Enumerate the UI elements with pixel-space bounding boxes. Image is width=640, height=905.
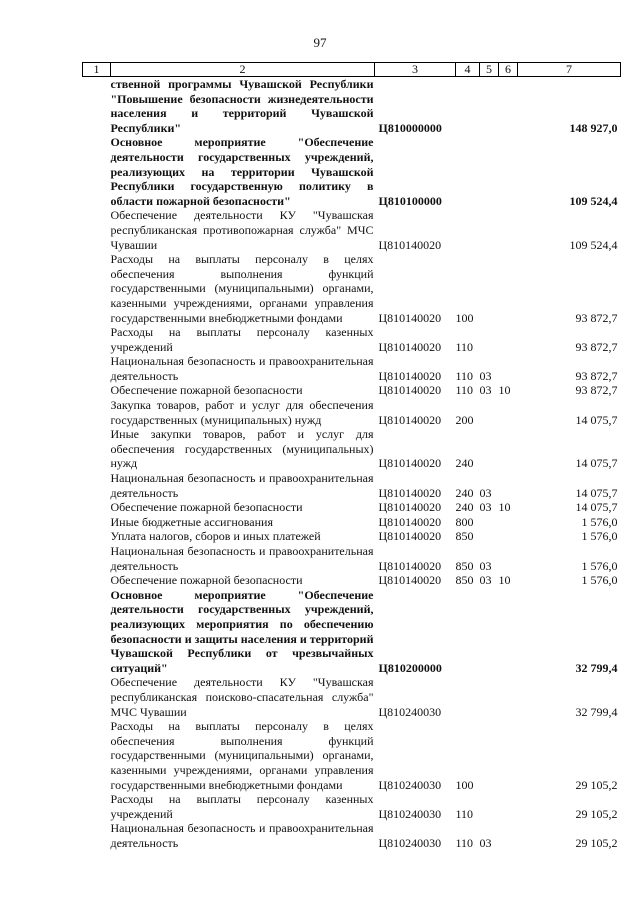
row-blank-cell: [83, 252, 111, 325]
row-description: Иные закупки товаров, работ и услуг для обеспечения государственных (муниципальных) нужд: [110, 427, 374, 471]
row-section: [480, 719, 499, 792]
row-expense-type: 850: [455, 529, 474, 544]
row-subsection: [499, 719, 518, 792]
row-blank-cell: [83, 588, 111, 676]
row-blank-cell: [83, 675, 111, 719]
row-blank-cell: [83, 427, 111, 471]
row-subsection: [499, 325, 518, 354]
row-expense-type: 110: [455, 339, 474, 354]
page-number: 97: [313, 35, 327, 50]
row-section: [480, 135, 499, 208]
row-amount: 109 524,4: [569, 237, 618, 252]
row-target-code: Ц810140020: [378, 310, 442, 325]
header-col-7: 7: [518, 63, 621, 77]
row-target-code: Ц810140020: [378, 237, 442, 252]
row-description: Иные бюджетные ассигнования: [110, 514, 273, 529]
row-target-code: Ц810240030: [378, 806, 442, 821]
row-expense-type: 100: [455, 310, 474, 325]
row-section: [480, 77, 499, 136]
row-description: Национальная безопасность и правоохранительная деятельность: [110, 544, 374, 573]
row-subsection: 10: [498, 500, 511, 515]
row-section: 03: [479, 835, 492, 850]
row-amount: 93 872,7: [575, 310, 618, 325]
row-amount: 14 075,7: [575, 456, 618, 471]
row-subsection: [499, 588, 518, 676]
row-amount: 1 576,0: [581, 573, 618, 588]
row-amount: 1 576,0: [581, 529, 618, 544]
row-amount: 29 105,2: [575, 777, 618, 792]
row-section: 03: [479, 485, 492, 500]
row-amount: 109 524,4: [569, 193, 618, 208]
row-target-code: Ц810140020: [378, 500, 442, 515]
row-expense-type: 240: [455, 500, 474, 515]
row-expense-type: 110: [455, 835, 474, 850]
table-row: [83, 719, 621, 792]
row-amount: 14 075,7: [575, 485, 618, 500]
row-description: Расходы на выплаты персоналу в целях обеспечения выполнения функций государственными (муниципальными) органами, казенными учреждениями, органами управления государственными внебюджетными фондами: [110, 719, 374, 792]
row-description: Основное мероприятие "Обеспечение деятельности государственных учреждений, реализующих на территории Чувашской Республики государственную политику в области пожарной безопасности": [110, 135, 374, 208]
row-blank-cell: [83, 325, 111, 354]
row-target-code: Ц810140020: [378, 485, 442, 500]
table-row: [83, 675, 621, 719]
row-expense-type: [456, 135, 480, 208]
row-section: [480, 398, 499, 427]
row-section: 03: [479, 500, 492, 515]
row-description: Обеспечение деятельности КУ "Чувашская республиканская поисково-спасательная служба" МЧС Чувашии: [110, 675, 374, 719]
row-description: Основное мероприятие "Обеспечение деятельности государственных учреждений, реализующих мероприятия по обеспечению безопасности и защиты населения и территорий Чувашской Республики от чрезвычайных ситуаций": [110, 587, 374, 675]
row-blank-cell: [83, 135, 111, 208]
row-amount: 1 576,0: [581, 558, 618, 573]
row-target-code: Ц810140020: [378, 529, 442, 544]
table-header: [83, 63, 621, 77]
row-amount: 1 576,0: [581, 514, 618, 529]
row-subsection: [499, 544, 518, 573]
row-section: [480, 515, 499, 530]
row-section: 03: [479, 558, 492, 573]
row-blank-cell: [83, 398, 111, 427]
table-row: [83, 135, 621, 208]
row-blank-cell: [83, 77, 111, 136]
row-blank-cell: [83, 515, 111, 530]
table-row: [83, 252, 621, 325]
row-expense-type: 110: [455, 368, 474, 383]
row-blank-cell: [83, 821, 111, 850]
row-expense-type: [456, 588, 480, 676]
row-subsection: 10: [498, 573, 511, 588]
row-description: Национальная безопасность и правоохранительная деятельность: [110, 471, 374, 500]
row-amount: 29 105,2: [575, 835, 618, 850]
row-subsection: [499, 208, 518, 252]
row-blank-cell: [83, 719, 111, 792]
table-body: [83, 77, 621, 851]
table-row: [83, 383, 621, 398]
row-blank-cell: [83, 471, 111, 500]
row-expense-type: 240: [455, 485, 474, 500]
row-blank-cell: [83, 529, 111, 544]
row-target-code: Ц810140020: [378, 514, 442, 529]
row-description: Обеспечение пожарной безопасности: [110, 500, 303, 515]
row-subsection: 10: [498, 383, 511, 398]
row-section: 03: [479, 573, 492, 588]
row-expense-type: [456, 77, 480, 136]
header-col-1: 1: [83, 63, 111, 77]
row-section: [480, 325, 499, 354]
row-blank-cell: [83, 500, 111, 515]
row-section: [480, 208, 499, 252]
row-subsection: [499, 427, 518, 471]
row-amount: 14 075,7: [575, 500, 618, 515]
row-target-code: Ц810140020: [378, 339, 442, 354]
row-blank-cell: [83, 354, 111, 383]
row-amount: 29 105,2: [575, 806, 618, 821]
row-expense-type: [456, 208, 480, 252]
row-target-code: Ц810200000: [378, 660, 442, 675]
row-description: Национальная безопасность и правоохранительная деятельность: [110, 354, 374, 383]
header-col-3: 3: [375, 63, 456, 77]
row-target-code: Ц810100000: [378, 193, 442, 208]
budget-table: [82, 62, 621, 850]
table-row: [83, 573, 621, 588]
row-target-code: Ц810140020: [378, 412, 442, 427]
table-row: [83, 471, 621, 500]
header-col-5: 5: [480, 63, 499, 77]
row-blank-cell: [83, 573, 111, 588]
row-subsection: [499, 77, 518, 136]
row-blank-cell: [83, 792, 111, 821]
row-subsection: [499, 792, 518, 821]
row-expense-type: [456, 675, 480, 719]
row-target-code: Ц810140020: [378, 573, 442, 588]
row-expense-type: 110: [455, 806, 474, 821]
row-blank-cell: [83, 544, 111, 573]
table-row: [83, 500, 621, 515]
row-amount: 93 872,7: [575, 368, 618, 383]
row-target-code: Ц810140020: [378, 558, 442, 573]
row-description: Расходы на выплаты персоналу в целях обеспечения выполнения функций государственными (муниципальными) органами, казенными учреждениями, органами управления государственными внебюджетными фондами: [110, 252, 374, 325]
row-description: Закупка товаров, работ и услуг для обеспечения государственных (муниципальных) нужд: [110, 398, 374, 427]
row-description: Расходы на выплаты персоналу казенных учреждений: [110, 792, 374, 821]
table-row: [83, 354, 621, 383]
table-row: [83, 398, 621, 427]
row-expense-type: 850: [455, 558, 474, 573]
header-col-4: 4: [456, 63, 480, 77]
row-section: 03: [479, 368, 492, 383]
row-description: Национальная безопасность и правоохранительная деятельность: [110, 821, 374, 850]
row-description: Расходы на выплаты персоналу казенных учреждений: [110, 325, 374, 354]
row-section: [480, 675, 499, 719]
row-description: Обеспечение пожарной безопасности: [110, 573, 303, 588]
row-expense-type: 200: [455, 412, 474, 427]
table-row: [83, 325, 621, 354]
row-subsection: [499, 135, 518, 208]
row-amount: 148 927,0: [569, 120, 618, 135]
row-description: Уплата налогов, сборов и иных платежей: [110, 529, 321, 544]
row-blank-cell: [83, 383, 111, 398]
row-target-code: Ц810140020: [378, 456, 442, 471]
table-row: [83, 792, 621, 821]
row-section: [480, 529, 499, 544]
header-row: [83, 63, 621, 77]
row-subsection: [499, 529, 518, 544]
row-amount: 14 075,7: [575, 412, 618, 427]
row-expense-type: 100: [455, 777, 474, 792]
table-row: [83, 77, 621, 136]
row-subsection: [499, 354, 518, 383]
row-description: Обеспечение деятельности КУ "Чувашская республиканская противопожарная служба" МЧС Чувашии: [110, 208, 374, 252]
table-row: [83, 515, 621, 530]
row-subsection: [499, 471, 518, 500]
row-subsection: [499, 515, 518, 530]
row-section: 03: [479, 383, 492, 398]
row-target-code: Ц810240030: [378, 777, 442, 792]
row-expense-type: 110: [455, 383, 474, 398]
row-subsection: [499, 821, 518, 850]
row-section: [480, 427, 499, 471]
row-target-code: Ц810240030: [378, 835, 442, 850]
table-row: [83, 821, 621, 850]
row-expense-type: 240: [455, 456, 474, 471]
row-subsection: [499, 398, 518, 427]
row-target-code: Ц810000000: [378, 120, 442, 135]
row-section: [480, 252, 499, 325]
row-expense-type: 850: [455, 573, 474, 588]
row-target-code: Ц810240030: [378, 704, 442, 719]
header-col-6: 6: [499, 63, 518, 77]
row-subsection: [499, 252, 518, 325]
header-col-2: 2: [111, 63, 375, 77]
row-amount: 32 799,4: [575, 660, 618, 675]
row-description: Обеспечение пожарной безопасности: [110, 383, 303, 398]
row-section: [480, 588, 499, 676]
row-subsection: [499, 675, 518, 719]
row-target-code: Ц810140020: [378, 368, 442, 383]
row-amount: 32 799,4: [575, 704, 618, 719]
row-amount: 93 872,7: [575, 383, 618, 398]
row-amount: 93 872,7: [575, 339, 618, 354]
table-row: [83, 529, 621, 544]
row-target-code: Ц810140020: [378, 383, 442, 398]
table-row: [83, 544, 621, 573]
table-row: [83, 427, 621, 471]
row-blank-cell: [83, 208, 111, 252]
row-section: [480, 792, 499, 821]
table-row: [83, 208, 621, 252]
row-expense-type: 800: [455, 514, 474, 529]
table-row: [83, 588, 621, 676]
row-description: ственной программы Чувашской Республики "Повышение безопасности жизнедеятельности населения и территорий Чувашской Республики": [110, 77, 374, 135]
